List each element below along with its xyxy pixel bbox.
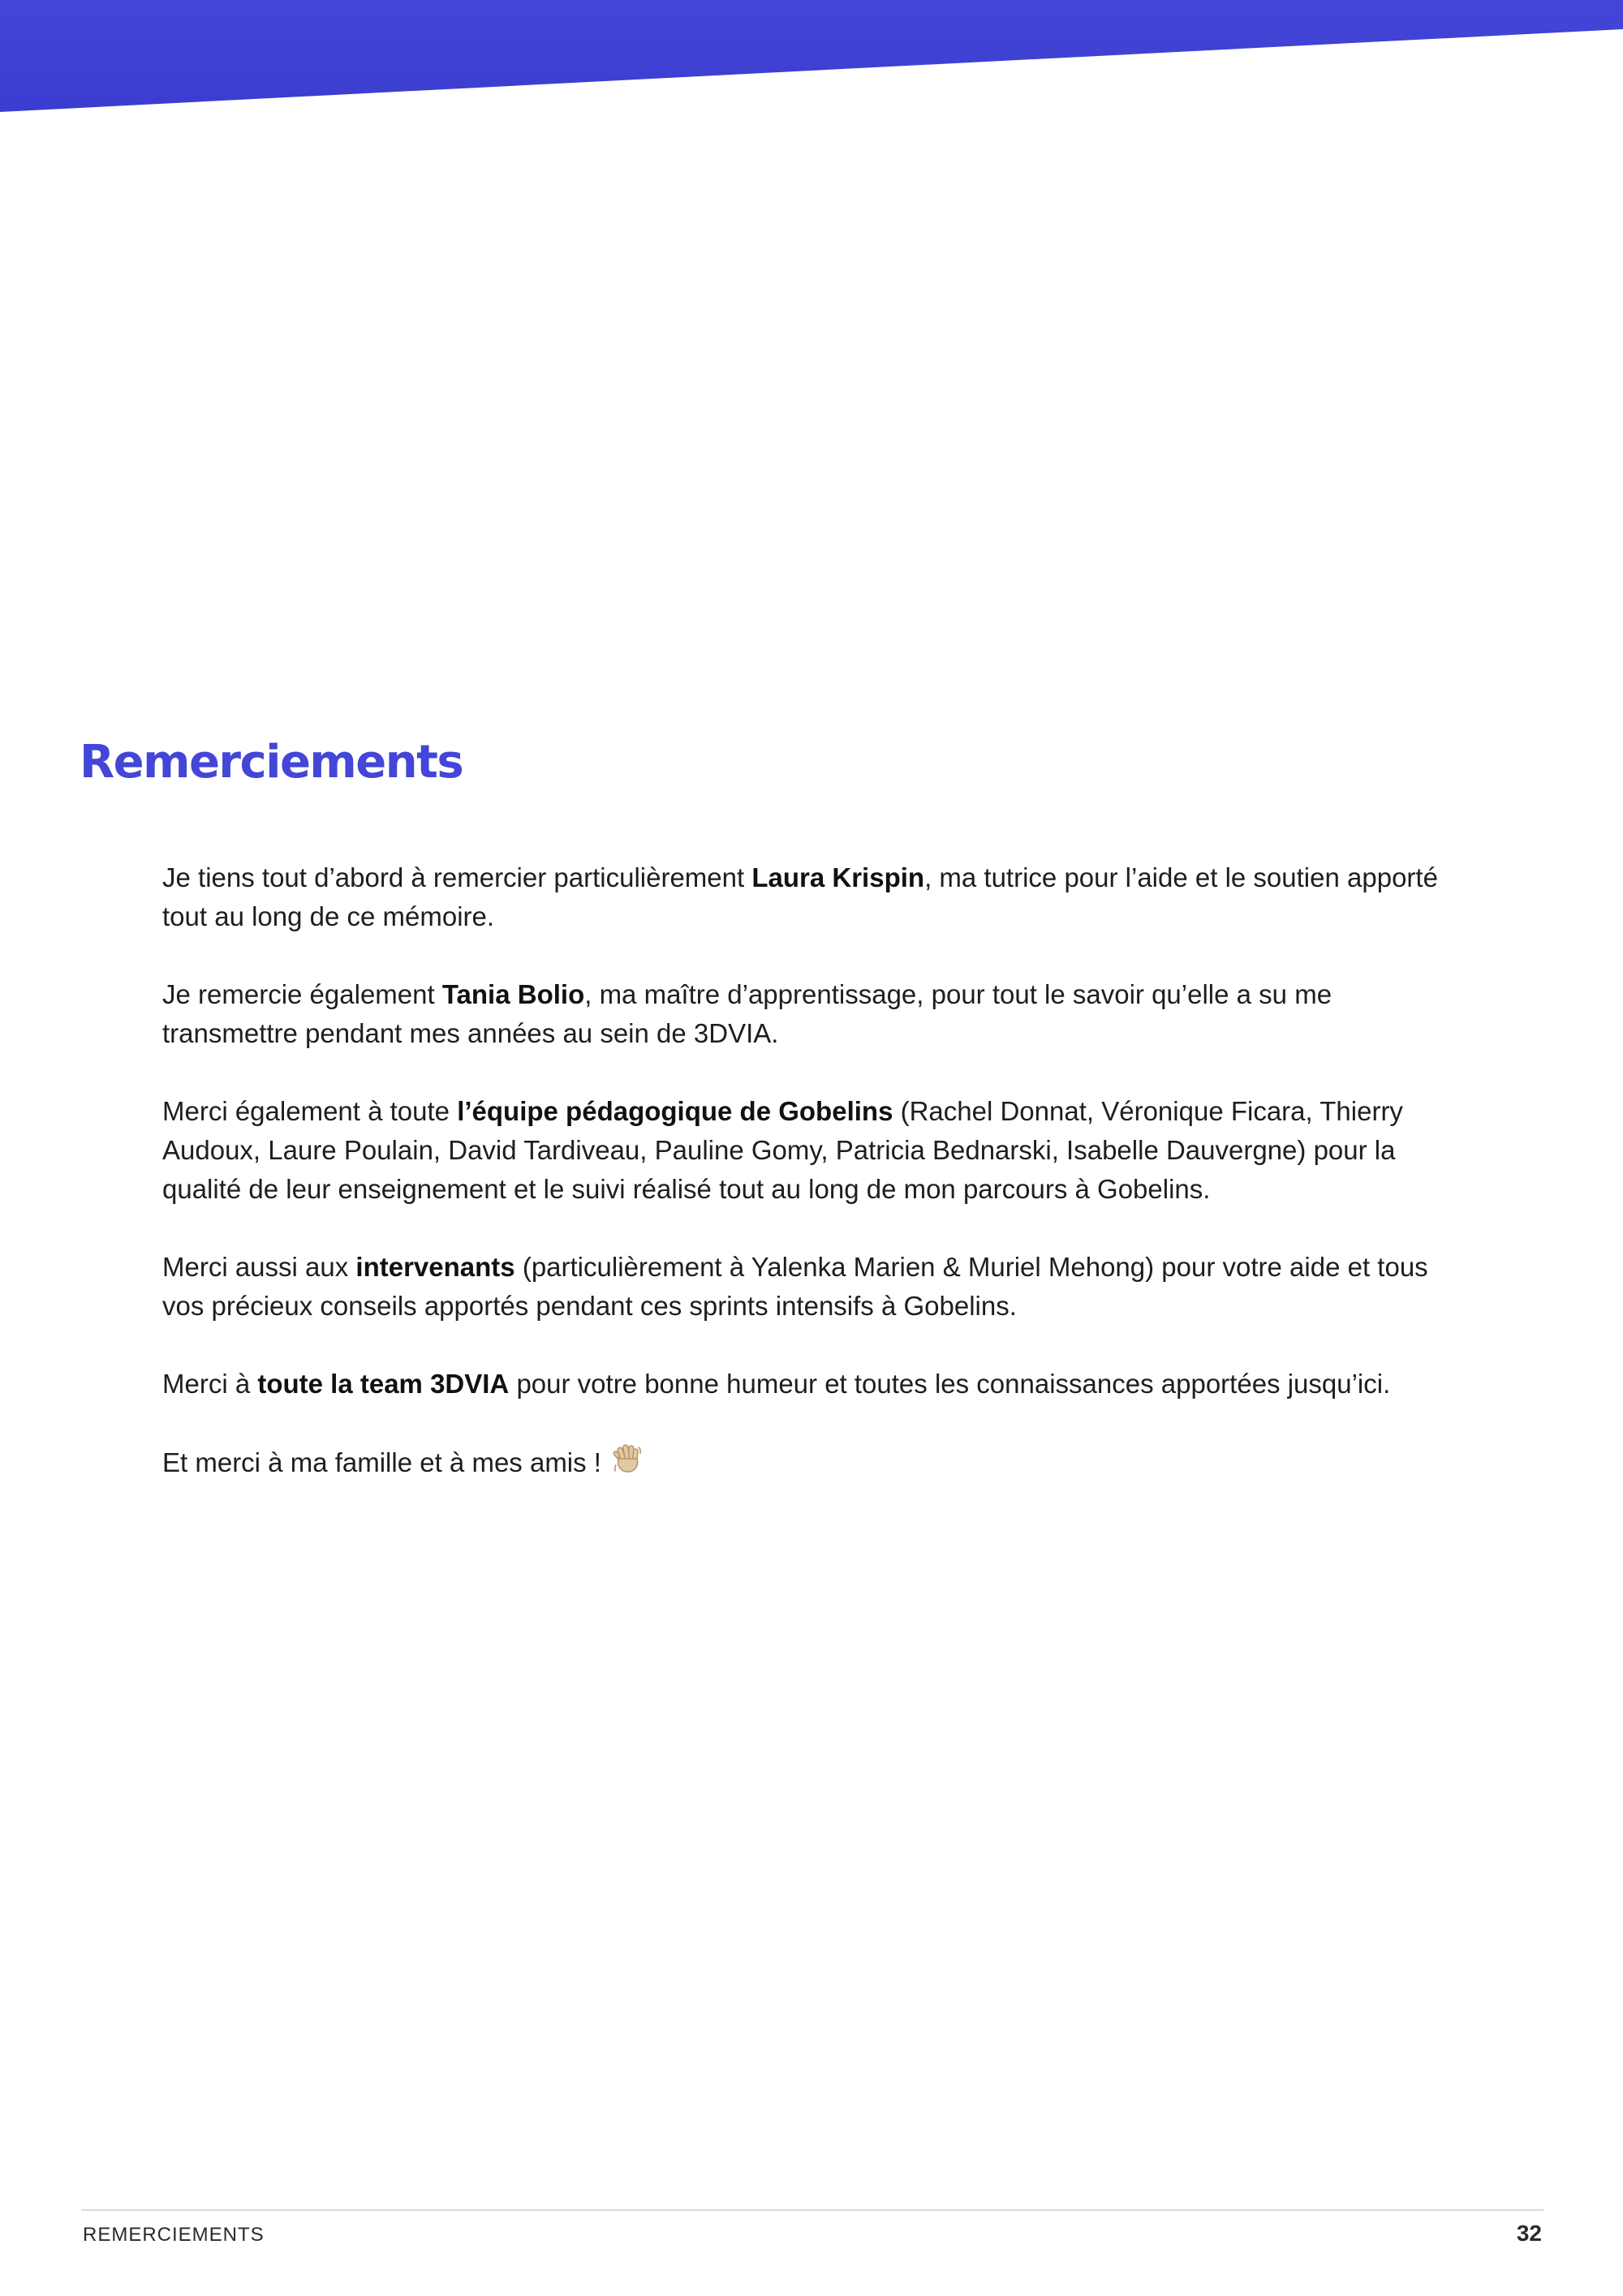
paragraph-teaching-team (162, 1092, 1461, 1209)
top-accent-band (0, 0, 1623, 114)
paragraph-text: Je remercie également (162, 979, 442, 1009)
page-number: 32 (1516, 2221, 1542, 2246)
paragraph-family (162, 1443, 1461, 1486)
paragraph-apprenticeship-master (162, 975, 1461, 1053)
page-title: Remerciements (80, 736, 463, 789)
paragraph-text: Et merci à ma famille et à mes amis ! (162, 1447, 609, 1477)
speakers-label: intervenants (355, 1252, 515, 1282)
paragraph-text: Merci également à toute (162, 1096, 458, 1126)
paragraph-text: , ma maître d’apprentissage, pour tout le savoir qu’elle a su me transmettre pendant mes années au sein de 3DVIA. (162, 979, 1332, 1048)
paragraph-text: , ma tutrice pour l’aide et le soutien apporté tout au long de ce mémoire. (162, 862, 1438, 931)
paragraph-tutor (162, 858, 1461, 936)
paragraph-text: pour votre bonne humeur et toutes les connaissances apportées jusqu’ici. (509, 1369, 1391, 1399)
paragraph-text: Merci à (162, 1369, 258, 1399)
footer-section-label: REMERCIEMENTS (83, 2224, 265, 2246)
paragraph-text: Merci aussi aux (162, 1252, 356, 1282)
waving-hand-icon (612, 1443, 644, 1486)
paragraph-team (162, 1365, 1461, 1404)
footer-divider (81, 2209, 1543, 2211)
acknowledgements-body (162, 858, 1461, 1524)
teaching-team-name: l’équipe pédagogique de Gobelins (457, 1096, 893, 1126)
tutor-name: Laura Krispin (751, 862, 925, 892)
paragraph-text: (particulièrement à Yalenka Marien & Muriel Mehong) pour votre aide et tous vos précieux conseils apportés pendant ces sprints intensifs à Gobelins. (162, 1252, 1428, 1321)
team-name: toute la team 3DVIA (257, 1369, 510, 1399)
paragraph-text: (Rachel Donnat, Véronique Ficara, Thierry Audoux, Laure Poulain, David Tardiveau, Pauline Gomy, Patricia Bednarski, Isabelle Dauvergne) pour la qualité de leur enseignement et le suivi réalisé tout au long de mon parcours à Gobelins. (162, 1096, 1403, 1204)
paragraph-speakers (162, 1248, 1461, 1326)
apprenticeship-master-name: Tania Bolio (441, 979, 585, 1009)
paragraph-text: Je tiens tout d’abord à remercier particulièrement (162, 862, 752, 892)
